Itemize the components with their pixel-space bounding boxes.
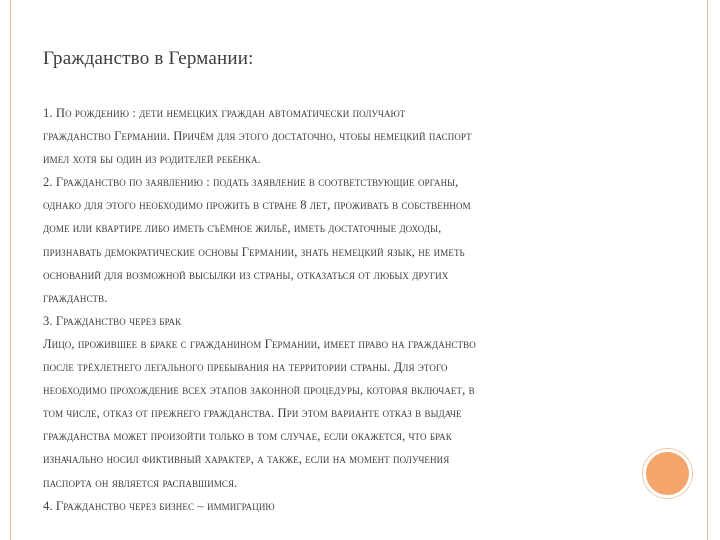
body-line: гражданство Германии. Причём для этого достаточно, чтобы немецкий паспорт bbox=[43, 129, 472, 144]
body-line: оснований для возможной высылки из страны, отказаться от любых других bbox=[43, 267, 449, 282]
body-line: гражданства может произойти только в том случае, если окажется, что брак bbox=[43, 429, 452, 444]
body-line: признавать демократические основы Германии, знать немецкий язык, не иметь bbox=[43, 244, 465, 259]
body-line: 3. Гражданство через брак bbox=[43, 313, 182, 328]
slide-title: Гражданство в Германии: bbox=[43, 48, 254, 69]
body-line: необходимо прохождение всех этапов законной процедуры, которая включает, в bbox=[43, 383, 475, 398]
body-line: том числе, отказ от прежнего гражданства. При этом варианте отказ в выдаче bbox=[43, 406, 462, 421]
body-line: изначально носил фиктивный характер, а также, если на момент получения bbox=[43, 452, 450, 467]
body-line: 1. По рождению : дети немецких граждан автоматически получают bbox=[43, 106, 406, 120]
body-line: 4. Гражданство через бизнес – иммиграцию bbox=[43, 498, 275, 513]
body-line: Лицо, прожившее в браке с гражданином Германии, имеет право на гражданство bbox=[43, 336, 476, 351]
decorative-circle-icon bbox=[643, 449, 692, 498]
frame-right-border bbox=[707, 0, 708, 540]
frame-left-border bbox=[10, 0, 11, 540]
body-line: 2. Гражданство по заявлению : подать заявление в соответствующие органы, bbox=[43, 175, 459, 190]
body-line: гражданств. bbox=[43, 290, 108, 305]
body-line: однако для этого необходимо прожить в стране 8 лет, проживать в собственном bbox=[43, 198, 471, 213]
body-line: после трёхлетнего легального пребывания на территории страны. Для этого bbox=[43, 360, 448, 375]
body-line: паспорта он является распавшимся. bbox=[43, 475, 238, 490]
body-line: имел хотя бы один из родителей ребёнка. bbox=[43, 152, 261, 167]
body-line: доме или квартире либо иметь съёмное жильё, иметь достаточные доходы, bbox=[43, 221, 442, 236]
slide-body bbox=[43, 102, 683, 518]
